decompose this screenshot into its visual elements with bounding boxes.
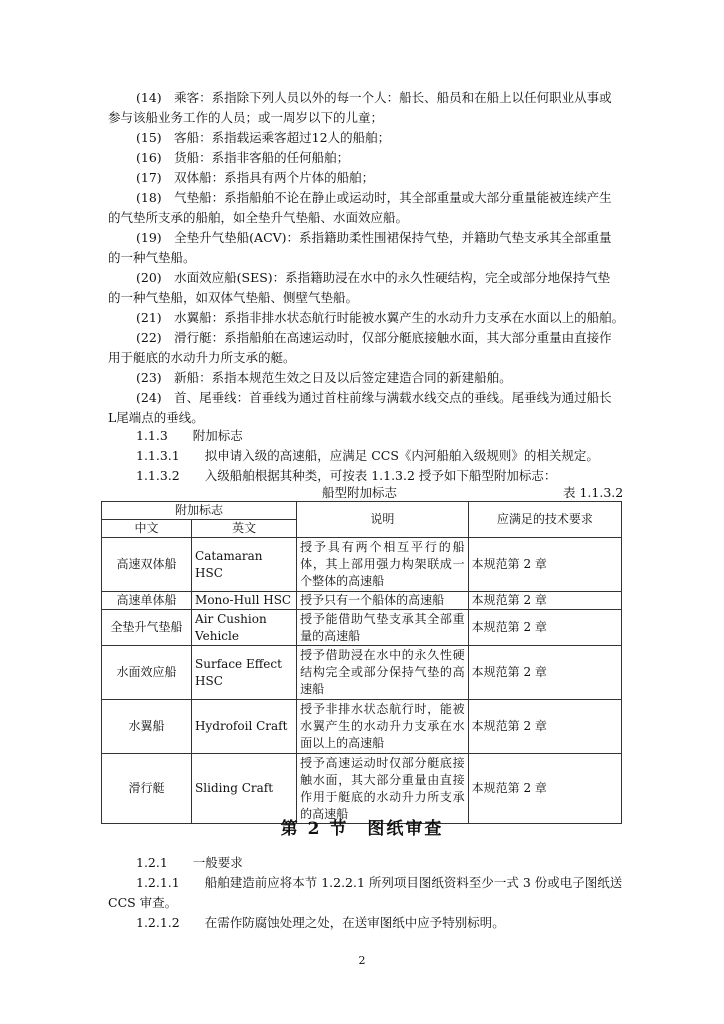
header-chinese: 中文	[102, 520, 192, 538]
cell-description: 授予只有一个船体的高速船	[297, 592, 469, 610]
definition-line: 的气垫所支承的船舶，如全垫升气垫船、水面效应船。	[108, 210, 409, 225]
definition-line: (22) 滑行艇：系指船舶在高速运动时，仅部分艇底接触水面，其大部分重量由直接作	[136, 330, 612, 345]
table-row	[102, 700, 622, 754]
definition-line: (17) 双体船：系指具有两个片体的船舶；	[136, 170, 375, 185]
definition-line: (16) 货船：系指非客船的任何船舶；	[136, 150, 350, 165]
table-row	[102, 646, 622, 700]
cell-requirement: 本规范第 2 章	[468, 754, 621, 824]
table-row	[102, 610, 622, 646]
definition-line: (18) 气垫船：系指船舶不论在静止或运动时，其全部重量或大部分重量能被连续产生	[136, 190, 612, 205]
cell-english: Sliding Craft	[192, 754, 297, 824]
cell-chinese: 水翼船	[102, 700, 192, 754]
cell-chinese: 高速单体船	[102, 592, 192, 610]
cell-chinese: 全垫升气垫船	[102, 610, 192, 646]
cell-description: 授予高速运动时仅部分艇底接触水面，其大部分重量由直接作用于艇底的水动升力所支承的高速船	[297, 754, 469, 824]
table-row	[102, 754, 622, 824]
cell-english: Mono-Hull HSC	[192, 592, 297, 610]
section-heading: 1.2.1 一般要求	[136, 855, 243, 870]
definition-line: L尾端点的垂线。	[108, 410, 204, 425]
header-notation: 附加标志	[102, 502, 297, 520]
definition-line: 的一种气垫船，如双体气垫船、侧壁气垫船。	[108, 290, 359, 305]
cell-requirement: 本规范第 2 章	[468, 700, 621, 754]
cell-english: Hydrofoil Craft	[192, 700, 297, 754]
definition-line: 参与该船业务工作的人员；或一周岁以下的儿童；	[108, 110, 384, 125]
cell-chinese: 高速双体船	[102, 538, 192, 592]
definition-line: (15) 客船：系指载运乘客超过12人的船舶；	[136, 130, 391, 145]
cell-description: 授予非排水状态航行时，能被水翼产生的水动升力支承在水面以上的高速船	[297, 700, 469, 754]
cell-chinese: 滑行艇	[102, 754, 192, 824]
definition-line: (14) 乘客：系指除下列人员以外的每一个人：船长、船员和在船上以任何职业从事或	[136, 90, 612, 105]
cell-requirement: 本规范第 2 章	[468, 538, 621, 592]
cell-description: 授予能借助气垫支承其全部重量的高速船	[297, 610, 469, 646]
clause-1-1-3-1: 1.1.3.1 拟申请入级的高速船，应满足 CCS《内河船舶入级规则》的相关规定。	[136, 448, 599, 463]
cell-description: 授予借助浸在水中的永久性硬结构完全或部分保持气垫的高速船	[297, 646, 469, 700]
clause-1-1-3-2: 1.1.3.2 入级船舶根据其种类，可按表 1.1.3.2 授予如下船型附加标志：	[136, 468, 557, 483]
section-heading: 1.1.3 附加标志	[136, 428, 243, 443]
table-number: 表 1.1.3.2	[563, 485, 624, 500]
table-caption: 船型附加标志	[322, 485, 398, 500]
cell-english: Air Cushion Vehicle	[192, 610, 297, 646]
section-1-1-3	[108, 426, 628, 486]
cell-requirement: 本规范第 2 章	[468, 610, 621, 646]
cell-requirement: 本规范第 2 章	[468, 646, 621, 700]
cell-requirement: 本规范第 2 章	[468, 592, 621, 610]
cell-description: 授予具有两个相互平行的船体，其上部用强力构架联成一个整体的高速船	[297, 538, 469, 592]
definition-line: (24) 首、尾垂线：首垂线为通过首柱前缘与满载水线交点的垂线。尾垂线为通过船长	[136, 390, 612, 405]
page-number: 2	[358, 954, 366, 967]
table-row	[102, 592, 622, 610]
ship-notation-table	[101, 501, 622, 824]
clause-1-2-1-1-cont: CCS 审查。	[108, 895, 178, 910]
cell-english: Catamaran HSC	[192, 538, 297, 592]
header-requirement: 应满足的技术要求	[468, 502, 621, 538]
cell-chinese: 水面效应船	[102, 646, 192, 700]
definition-line: (23) 新船：系指本规范生效之日及以后签定建造合同的新建船舶。	[136, 370, 512, 385]
definition-line: 用于艇底的水动升力所支承的艇。	[108, 350, 296, 365]
clause-1-2-1-2: 1.2.1.2 在需作防腐蚀处理之处，在送审图纸中应予特别标明。	[136, 915, 505, 930]
header-description: 说明	[297, 502, 469, 538]
definitions-list	[108, 88, 628, 428]
definition-line: 的一种气垫船。	[108, 250, 196, 265]
section-1-2-1	[108, 853, 628, 933]
header-english: 英文	[192, 520, 297, 538]
table-row	[102, 538, 622, 592]
clause-1-2-1-1: 1.2.1.1 船舶建造前应将本节 1.2.2.1 所列项目图纸资料至少一式 3 份或电子图纸送	[136, 875, 623, 890]
definition-line: (19) 全垫升气垫船(ACV)：系指籍助柔性围裙保持气垫，并籍助气垫支承其全部重量	[136, 230, 612, 245]
definition-line: (21) 水翼船：系指非排水状态航行时能被水翼产生的水动升力支承在水面以上的船舶。	[136, 310, 625, 325]
definition-line: (20) 水面效应船(SES)：系指籍助浸在水中的永久性硬结构，完全或部分地保持气垫	[136, 270, 611, 285]
cell-english: Surface Effect HSC	[192, 646, 297, 700]
section-title: 第 2 节 图纸审查	[280, 819, 444, 839]
